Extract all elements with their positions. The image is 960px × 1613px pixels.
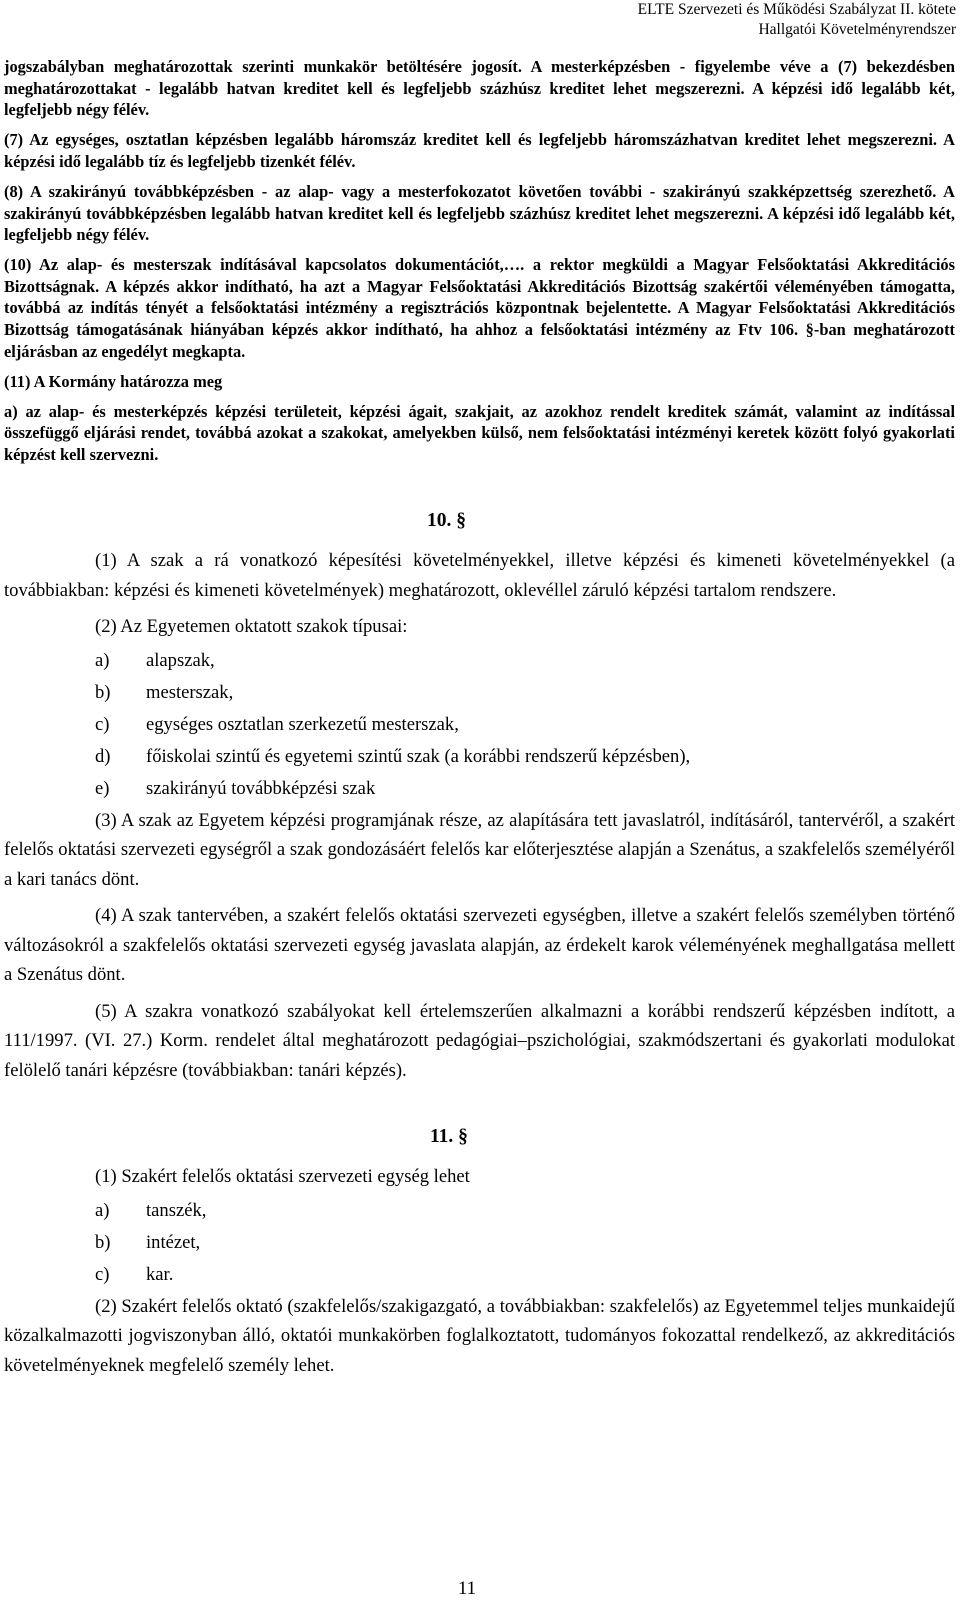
header-title: ELTE Szervezeti és Működési Szabályzat II. kötete <box>637 1 956 18</box>
section-11-paragraph-2: (2) Szakért felelős oktató (szakfelelős/szakigazgató, a továbbiakban: szakfelelős) az Egyetemmel teljes munkaidejű közalkalmazotti jogviszonyban álló, oktatói munkakörben foglalkoztatott, tudományos fokozattal rendelkező, az akkreditációs követelményeknek megfelelő személy lehet. <box>4 1295 955 1376</box>
section-10-heading: 10. § <box>427 510 466 531</box>
page-header <box>638 0 956 40</box>
section-11-heading: 11. § <box>430 1126 468 1147</box>
paragraph-11-a: a) az alap- és mesterképzés képzési területeit, képzési ágait, szakjait, az azokhoz rendelt kreditek számát, valamint az indítással összefüggő eljárási rendet, továbbá azokat a szakokat, amelyekben külső, nem felsőoktatási intézményi keretek között folyó gyakorlati képzést kell szervezni. <box>4 401 955 464</box>
section-11-list <box>4 1196 955 1290</box>
paragraph-10: (10) Az alap- és mesterszak indításával kapcsolatos dokumentációt,…. a rektor megküldi a Magyar Felsőoktatási Akkreditációs Bizottságnak. A képzés akkor indítható, ha azt a Magyar Felsőoktatási Akkreditációs Bizottság szakértői véleményében támogatta, továbbá az indítás tényét a felsőoktatási intézmény a regisztrációs központnak bejelentette. A Magyar Felsőoktatási Akkreditációs Bizottság támogatásának hiányában képzés akkor indítható, ha ahhoz a felsőoktatási intézmény az Ftv 106. §-ban meghatározott eljárásban az engedélyt megkapta. <box>4 255 955 361</box>
section-10-list <box>4 646 955 804</box>
list-item: b) intézet, <box>95 1231 201 1253</box>
section-11-body <box>4 1162 955 1387</box>
header-subtitle: Hallgatói Követelményrendszer <box>758 21 956 38</box>
section-10-paragraph-3: (3) A szak az Egyetem képzési programjának része, az alapítására tett javaslatról, indításáról, tantervéről, a szakért felelős oktatási szervezeti egységről a szak gondozásáért felelős kar előterjesztése alapján a Szenátus, a szakfelelős személyéről a kari tanács dönt. <box>4 809 955 890</box>
list-item: e) szakirányú továbbképzési szak <box>95 777 376 799</box>
section-11-paragraph-1: (1) Szakért felelős oktatási szervezeti egység lehet <box>95 1166 470 1187</box>
list-item: c) kar. <box>95 1263 174 1285</box>
list-item: c) egységes osztatlan szerkezetű mesterszak, <box>95 713 459 735</box>
section-10-paragraph-1: (1) A szak a rá vonatkozó képesítési követelményekkel, illetve képzési és kimeneti követelményekkel (a továbbiakban: képzési és kimeneti követelmények) meghatározott, oklevéllel záruló képzési tartalom rendszere. <box>4 550 955 601</box>
list-item: a) alapszak, <box>95 649 215 671</box>
paragraph-11: (11) A Kormány határozza meg <box>4 371 223 391</box>
paragraph-8: (8) A szakirányú továbbképzésben - az alap- vagy a mesterfokozatot követően további - szakirányú szakképzettség szerezhető. A szakirányú továbbképzésben legalább hatvan kreditet kell és legfeljebb százhúsz kreditet lehet megszerezni. A képzési idő legalább két, legfeljebb négy félév. <box>4 181 955 245</box>
section-10-paragraph-4: (4) A szak tantervében, a szakért felelős oktatási szervezeti egységben, illetve a szakért felelős személyben történő változásokról a szakfelelős oktatási szervezeti egység javaslata alapján, az érdekelt karok véleményének meghallgatása mellett a Szenátus dönt. <box>4 905 955 986</box>
section-10-paragraph-2: (2) Az Egyetemen oktatott szakok típusai: <box>95 616 408 637</box>
bold-text-block <box>4 56 955 474</box>
paragraph-7: (7) Az egységes, osztatlan képzésben legalább háromszáz kreditet kell és legfeljebb háromszázhatvan kreditet lehet megszerezni. A képzési idő legalább tíz és legfeljebb tizenkét félév. <box>4 130 955 171</box>
list-item: b) mesterszak, <box>95 681 234 703</box>
section-10-body <box>4 546 955 1092</box>
list-item: d) főiskolai szintű és egyetemi szintű szak (a korábbi rendszerű képzésben), <box>95 745 691 767</box>
list-item: a) tanszék, <box>95 1199 207 1221</box>
paragraph-6-continuation: jogszabályban meghatározottak szerinti munkakör betöltésére jogosít. A mesterképzésben - figyelembe véve a (7) bekezdésben meghatározottakat - legalább hatvan kreditet kell és legfeljebb százhúsz kreditet lehet megszerezni. A képzési idő legalább két, legfeljebb négy félév. <box>4 57 955 120</box>
page-number: 11 <box>457 1578 477 1599</box>
section-10-paragraph-5: (5) A szakra vonatkozó szabályokat kell értelemszerűen alkalmazni a korábbi rendszerű képzésben indított, a 111/1997. (VI. 27.) Korm. rendelet által meghatározott pedagógiai–pszichológiai, szakmódszertani és gyakorlati modulokat felölelő tanári képzésre (továbbiakban: tanári képzés). <box>4 1000 955 1081</box>
